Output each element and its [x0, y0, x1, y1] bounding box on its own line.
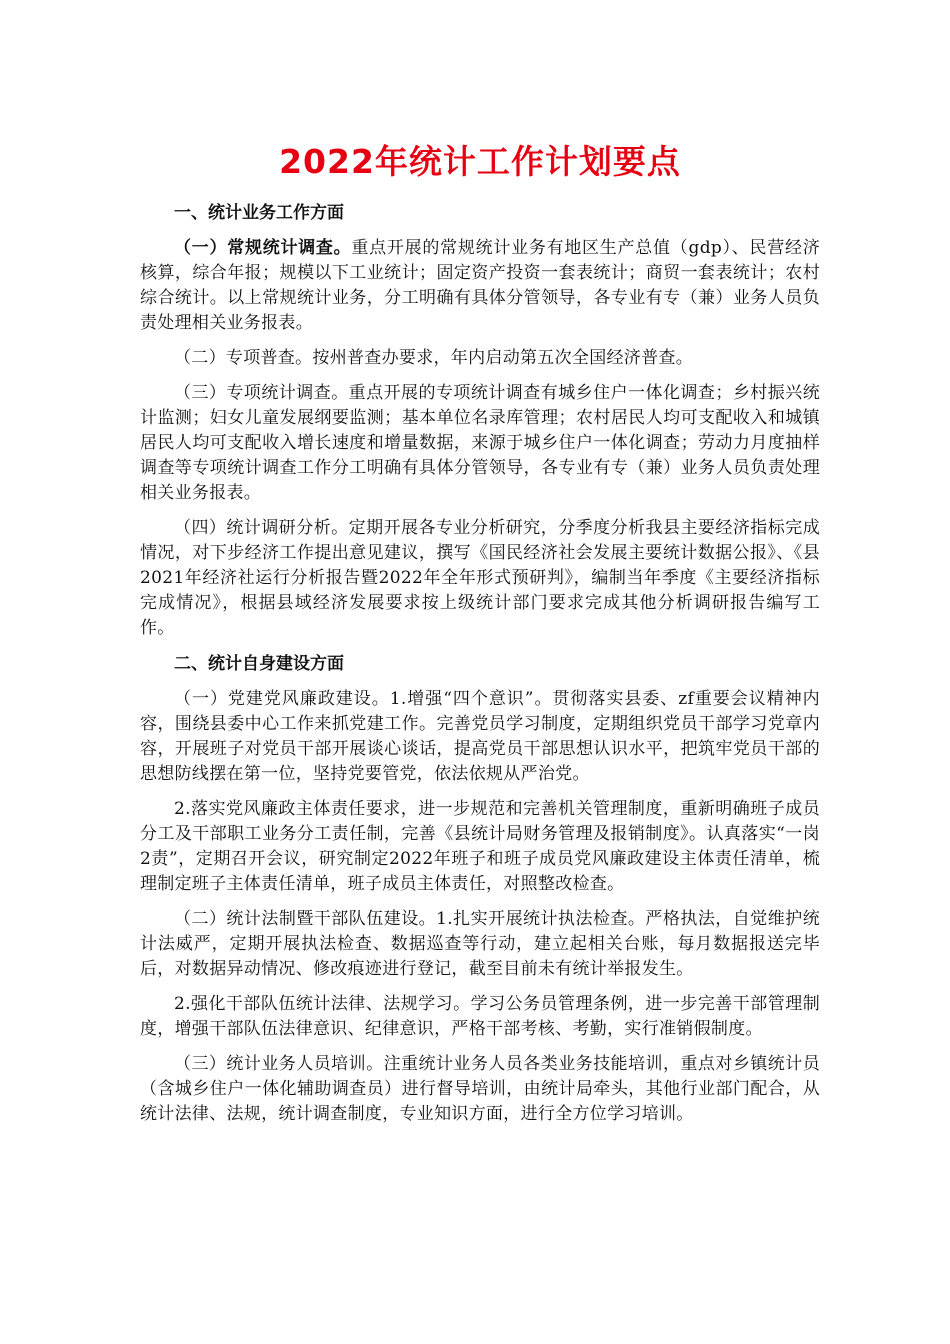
paragraph-routine-survey: [140, 236, 820, 336]
paragraph-party-building: （一）党建党风廉政建设。1.增强“四个意识”。贯彻落实县委、zf重要会议精神内容，围绕县委中心工作来抓党建工作。完善党员学习制度，定期组织党员干部学习党章内容，开展班子对党员干部开展谈心谈话，提高党员干部思想认识水平，把筑牢党员干部的思想防线摆在第一位，坚持党要管党，依法依规从严治党。: [140, 689, 820, 784]
paragraph-special-census: （二）专项普查。按州普查办要求，年内启动第五次全国经济普查。: [174, 348, 693, 368]
paragraph-text: 重点开展的常规统计业务有地区生产总值（gdp）、民营经济核算，综合年报；规模以下工业统计；固定资产投资一套表统计；商贸一套表统计；农村综合统计。以上常规统计业务，分工明确有具体分管领导，各专业有专（兼）业务人员负责处理相关业务报表。: [140, 238, 821, 333]
section-heading-business: 一、统计业务工作方面: [174, 203, 344, 223]
paragraph-staff-training: （三）统计业务人员培训。注重统计业务人员各类业务技能培训，重点对乡镇统计员（含城乡住户一体化辅助调查员）进行督导培训，由统计局牵头，其他行业部门配合，从统计法律、法规，统计调查制度，专业知识方面，进行全方位学习培训。: [140, 1054, 820, 1124]
paragraph-special-survey: （三）专项统计调查。重点开展的专项统计调查有城乡住户一体化调查；乡村振兴统计监测；妇女儿童发展纲要监测；基本单位名录库管理；农村居民人均可支配收入和城镇居民人均可支配收入增长速度和增量数据，来源于城乡住户一体化调查；劳动力月度抽样调查等专项统计调查工作分工明确有具体分管领导，各专业有专（兼）业务人员负责处理相关业务报表。: [140, 383, 820, 503]
paragraph-legal-system: （二）统计法制暨干部队伍建设。1.扎实开展统计执法检查。严格执法，自觉维护统计法威严，定期开展执法检查、数据巡查等行动，建立起相关台账，每月数据报送完毕后，对数据异动情况、修改痕迹进行登记，截至目前未有统计举报发生。: [140, 909, 820, 979]
document-title: 2022年统计工作计划要点: [279, 142, 681, 181]
paragraph-responsibility: 2.落实党风廉政主体责任要求，进一步规范和完善机关管理制度，重新明确班子成员分工及干部职工业务分工责任制，完善《县统计局财务管理及报销制度》。认真落实“一岗2责”，定期召开会议，研究制定2022年班子和班子成员党风廉政建设主体责任清单，梳理制定班子主体责任清单，班子成员主体责任，对照整改检查。: [140, 799, 820, 894]
section-heading-self-building: 二、统计自身建设方面: [174, 654, 344, 674]
paragraph-law-study: 2.强化干部队伍统计法律、法规学习。学习公务员管理条例，进一步完善干部管理制度，增强干部队伍法律意识、纪律意识，严格干部考核、考勤，实行准销假制度。: [140, 994, 820, 1039]
paragraph-research-analysis: （四）统计调研分析。定期开展各专业分析研究，分季度分析我县主要经济指标完成情况，对下步经济工作提出意见建议，撰写《国民经济社会发展主要统计数据公报》、《县2021年经济社运行分析报告暨2022年全年形式预研判》，编制当年季度《主要经济指标完成情况》，根据县域经济发展要求按上级统计部门要求完成其他分析调研报告编写工作。: [140, 518, 820, 638]
paragraph-lead: （一）常规统计调查。: [174, 238, 352, 258]
